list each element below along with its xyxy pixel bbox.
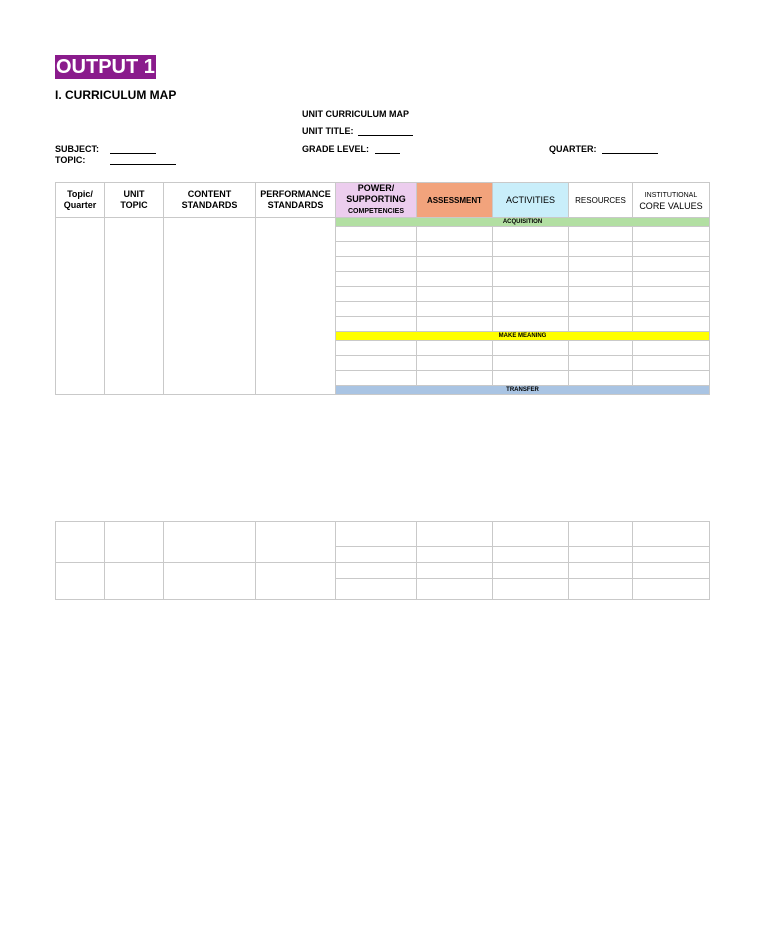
table-cell[interactable] <box>633 341 710 356</box>
curriculum-map-table <box>55 182 710 395</box>
table-cell[interactable] <box>569 242 633 257</box>
phase-make-meaning: MAKE MEANING <box>336 332 710 341</box>
header-row <box>56 183 710 218</box>
table-cell[interactable] <box>633 317 710 332</box>
phase-acquisition: ACQUISITION <box>336 218 710 227</box>
table-cell[interactable] <box>569 287 633 302</box>
table-cell[interactable] <box>336 371 417 386</box>
unit-title-field <box>302 126 413 136</box>
table-row <box>56 522 710 547</box>
output-title: OUTPUT 1 <box>56 56 155 78</box>
subject-label: SUBJECT: <box>55 144 100 154</box>
header-core-values: INSTITUTIONAL CORE VALUES <box>633 183 710 218</box>
table-cell[interactable] <box>569 563 633 579</box>
table-cell[interactable] <box>336 272 417 287</box>
table-cell[interactable] <box>633 371 710 386</box>
header-assessment: ASSESSMENT <box>417 183 493 218</box>
table-cell[interactable] <box>336 287 417 302</box>
table-cell[interactable] <box>633 547 710 563</box>
table-cell[interactable] <box>336 317 417 332</box>
table-cell[interactable] <box>256 218 336 395</box>
table-cell[interactable] <box>633 522 710 547</box>
table-cell[interactable] <box>493 341 569 356</box>
table-cell[interactable] <box>164 218 256 395</box>
table-cell[interactable] <box>569 257 633 272</box>
table-cell[interactable] <box>336 341 417 356</box>
header-resources: RESOURCES <box>569 183 633 218</box>
subject-blank <box>110 144 156 154</box>
table-cell[interactable] <box>493 317 569 332</box>
table-cell[interactable] <box>633 356 710 371</box>
table-cell[interactable] <box>569 317 633 332</box>
table-cell[interactable] <box>56 218 105 395</box>
table-cell[interactable] <box>493 547 569 563</box>
table-cell[interactable] <box>633 302 710 317</box>
table-cell[interactable] <box>417 563 493 579</box>
table-cell[interactable] <box>105 522 164 563</box>
table-cell[interactable] <box>56 522 105 563</box>
table-cell[interactable] <box>164 563 256 600</box>
table-cell[interactable] <box>256 522 336 563</box>
header-unit-topic: UNIT TOPIC <box>105 183 164 218</box>
table-cell[interactable] <box>417 242 493 257</box>
table-cell[interactable] <box>336 302 417 317</box>
table-cell[interactable] <box>569 522 633 547</box>
acquisition-row <box>56 218 710 227</box>
table-cell[interactable] <box>493 371 569 386</box>
table-cell[interactable] <box>417 371 493 386</box>
table-cell[interactable] <box>56 563 105 600</box>
table-cell[interactable] <box>417 341 493 356</box>
header-content-standards: CONTENT STANDARDS <box>164 183 256 218</box>
table-cell[interactable] <box>493 227 569 242</box>
table-cell[interactable] <box>633 272 710 287</box>
table-cell[interactable] <box>569 341 633 356</box>
unit-curriculum-map-label: UNIT CURRICULUM MAP <box>302 109 409 119</box>
header-power-competencies: POWER/ SUPPORTING COMPETENCIES <box>336 183 417 218</box>
table-cell[interactable] <box>105 218 164 395</box>
table-cell[interactable] <box>417 272 493 287</box>
table-cell[interactable] <box>417 287 493 302</box>
table-cell[interactable] <box>256 563 336 600</box>
grade-level-field <box>302 144 400 154</box>
table-cell[interactable] <box>164 522 256 563</box>
table-cell[interactable] <box>493 302 569 317</box>
table-cell[interactable] <box>417 227 493 242</box>
table-cell[interactable] <box>336 227 417 242</box>
topic-field <box>55 155 176 165</box>
table-cell[interactable] <box>493 563 569 579</box>
table-cell[interactable] <box>493 356 569 371</box>
quarter-field <box>549 144 658 154</box>
table-cell[interactable] <box>336 356 417 371</box>
table-cell[interactable] <box>569 547 633 563</box>
header-performance-standards: PERFORMANCE STANDARDS <box>256 183 336 218</box>
header-activities: ACTIVITIES <box>493 183 569 218</box>
grade-level-label: GRADE LEVEL: <box>302 144 370 154</box>
table-cell[interactable] <box>417 257 493 272</box>
table-cell[interactable] <box>569 371 633 386</box>
header-topic-quarter: Topic/ Quarter <box>56 183 105 218</box>
table-row <box>56 563 710 579</box>
table-cell[interactable] <box>569 302 633 317</box>
table-cell[interactable] <box>633 257 710 272</box>
phase-transfer: TRANSFER <box>336 386 710 395</box>
table-cell[interactable] <box>417 302 493 317</box>
table-cell[interactable] <box>417 522 493 547</box>
table-cell[interactable] <box>633 242 710 257</box>
table-cell[interactable] <box>493 522 569 547</box>
table-cell[interactable] <box>336 547 417 563</box>
table-cell[interactable] <box>493 257 569 272</box>
table-cell[interactable] <box>336 579 417 600</box>
table-cell[interactable] <box>336 257 417 272</box>
unit-title-blank <box>358 126 413 136</box>
subject-field <box>55 144 156 154</box>
table-cell[interactable] <box>633 227 710 242</box>
quarter-label: QUARTER: <box>549 144 597 154</box>
table-cell[interactable] <box>569 579 633 600</box>
table-cell[interactable] <box>633 563 710 579</box>
table-cell[interactable] <box>569 272 633 287</box>
table-cell[interactable] <box>569 356 633 371</box>
curriculum-map-table-continued <box>55 521 710 600</box>
table-cell[interactable] <box>417 579 493 600</box>
table-cell[interactable] <box>493 242 569 257</box>
section-title: I. CURRICULUM MAP <box>55 88 177 102</box>
topic-blank <box>110 155 176 165</box>
table-cell[interactable] <box>493 272 569 287</box>
table-cell[interactable] <box>493 287 569 302</box>
topic-label: TOPIC: <box>55 155 86 165</box>
table-cell[interactable] <box>336 522 417 547</box>
table-cell[interactable] <box>633 287 710 302</box>
table-cell[interactable] <box>493 579 569 600</box>
grade-level-blank <box>375 144 400 154</box>
unit-title-label: UNIT TITLE: <box>302 126 354 136</box>
table-cell[interactable] <box>569 227 633 242</box>
table-cell[interactable] <box>336 242 417 257</box>
table-cell[interactable] <box>336 563 417 579</box>
table-cell[interactable] <box>417 356 493 371</box>
table-cell[interactable] <box>105 563 164 600</box>
table-cell[interactable] <box>417 317 493 332</box>
table-cell[interactable] <box>417 547 493 563</box>
table-cell[interactable] <box>633 579 710 600</box>
quarter-blank <box>602 144 658 154</box>
